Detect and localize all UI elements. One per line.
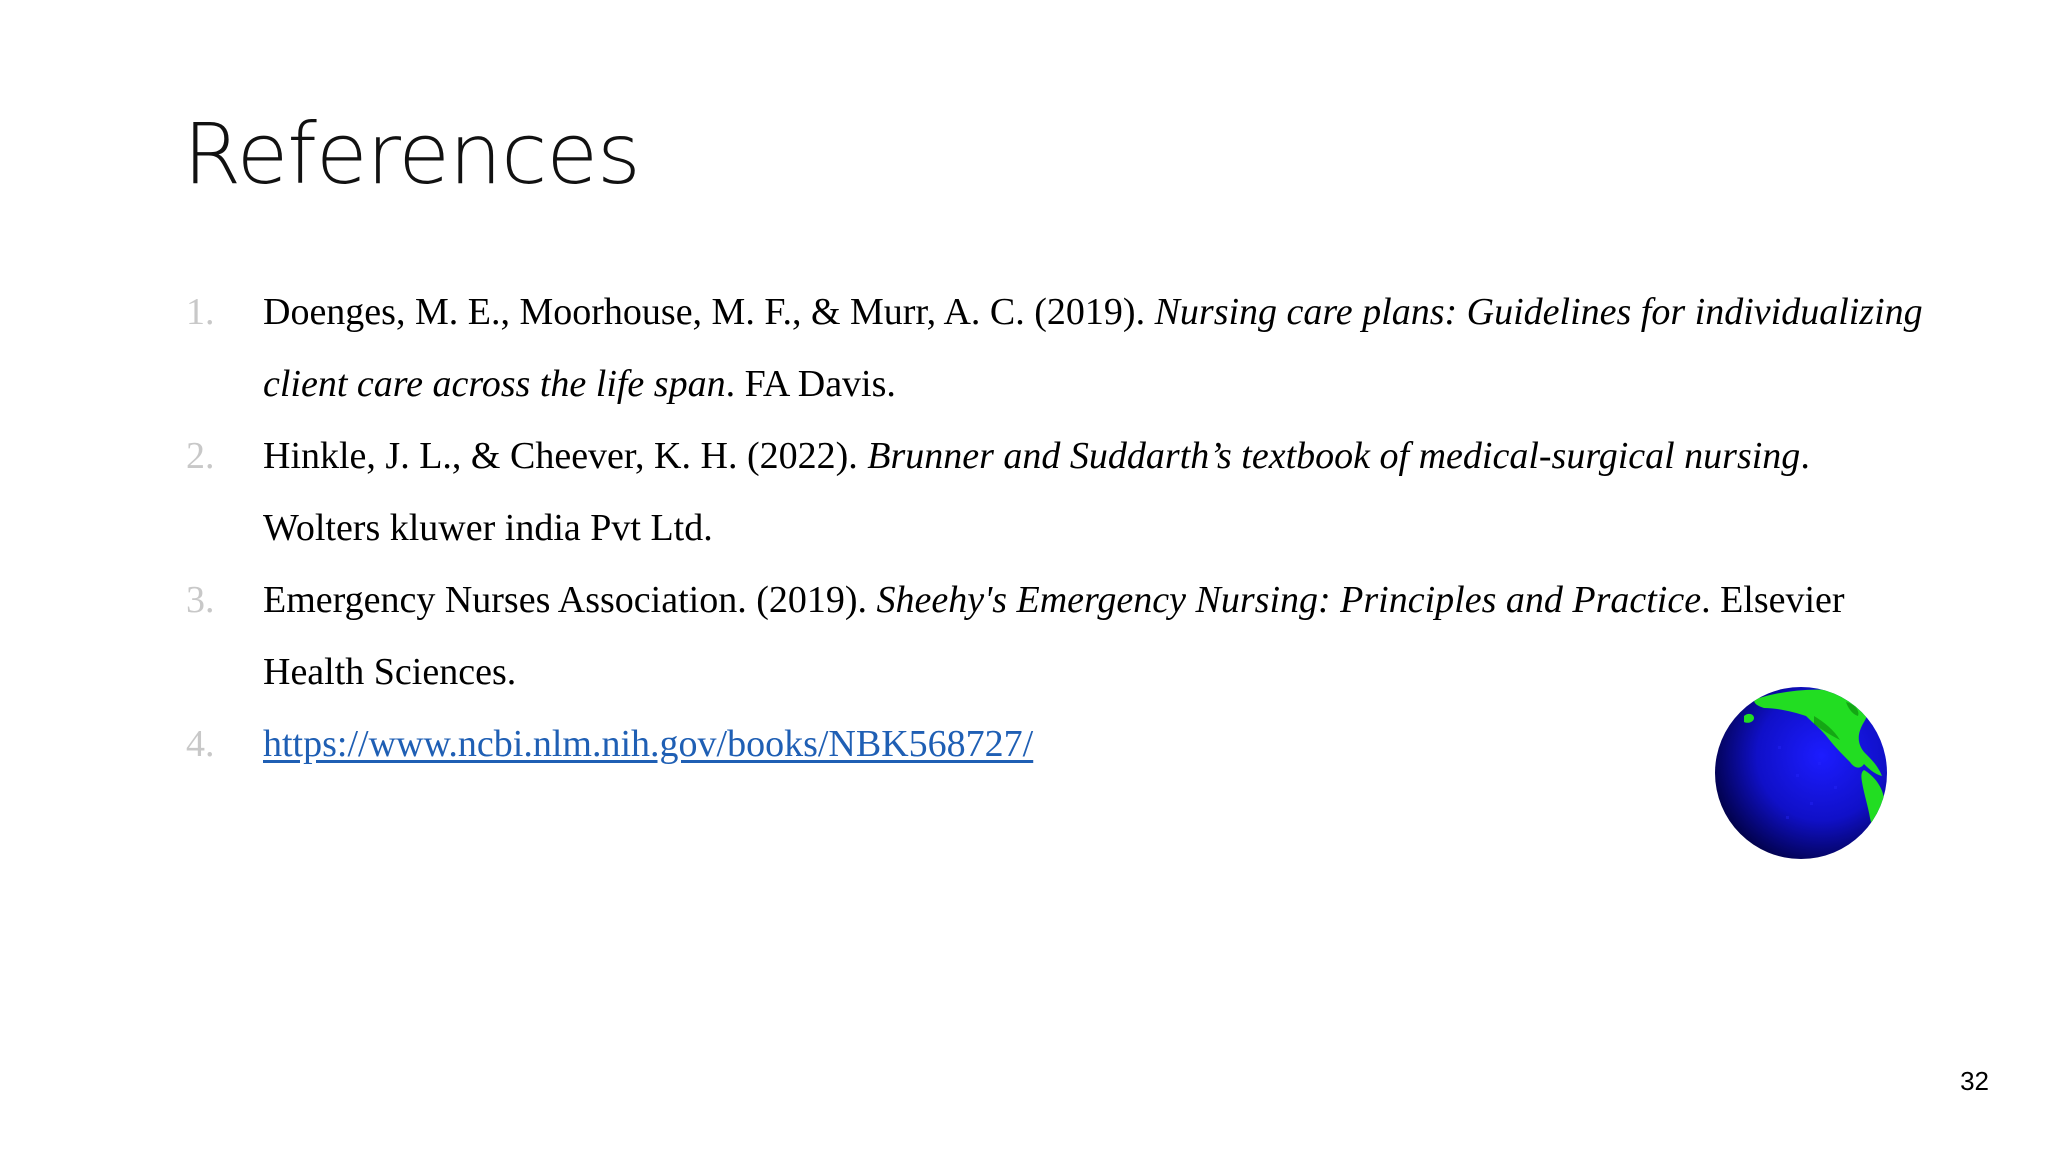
reference-authors: Doenges, M. E., Moorhouse, M. F., & Murr, A. C. (2019). xyxy=(263,291,1155,333)
reference-link[interactable]: https://www.ncbi.nlm.nih.gov/books/NBK568727/ xyxy=(263,723,1034,765)
reference-publisher: . FA Davis. xyxy=(725,363,896,405)
reference-text xyxy=(263,564,1926,708)
reference-item-3 xyxy=(186,564,1926,708)
reference-item-1 xyxy=(186,276,1926,420)
reference-item-2 xyxy=(186,420,1926,564)
reference-title: Brunner and Suddarth’s textbook of medical-surgical nursing xyxy=(867,435,1801,477)
reference-title: Nursing care plans: Guidelines for individualizing client care across the life span xyxy=(263,291,1923,405)
reference-number: 3. xyxy=(186,579,215,621)
slide-title: References xyxy=(183,105,640,203)
reference-authors: Hinkle, J. L., & Cheever, K. H. (2022). xyxy=(263,435,868,477)
reference-publisher: . Elsevier Health Sciences. xyxy=(263,579,1845,693)
reference-text xyxy=(263,708,1926,780)
reference-publisher: . Wolters kluwer india Pvt Ltd. xyxy=(263,435,1810,549)
reference-text xyxy=(263,276,1926,420)
reference-authors: Emergency Nurses Association. (2019). xyxy=(263,579,877,621)
reference-title: Sheehy's Emergency Nursing: Principles and Practice xyxy=(876,579,1702,621)
reference-number: 4. xyxy=(186,723,215,765)
reference-list xyxy=(186,276,1926,780)
reference-number: 2. xyxy=(186,435,215,477)
reference-text xyxy=(263,420,1926,564)
reference-number: 1. xyxy=(186,291,215,333)
reference-item-4 xyxy=(186,708,1926,780)
page-number: 32 xyxy=(1960,1066,1989,1096)
globe-icon xyxy=(1714,686,1888,860)
